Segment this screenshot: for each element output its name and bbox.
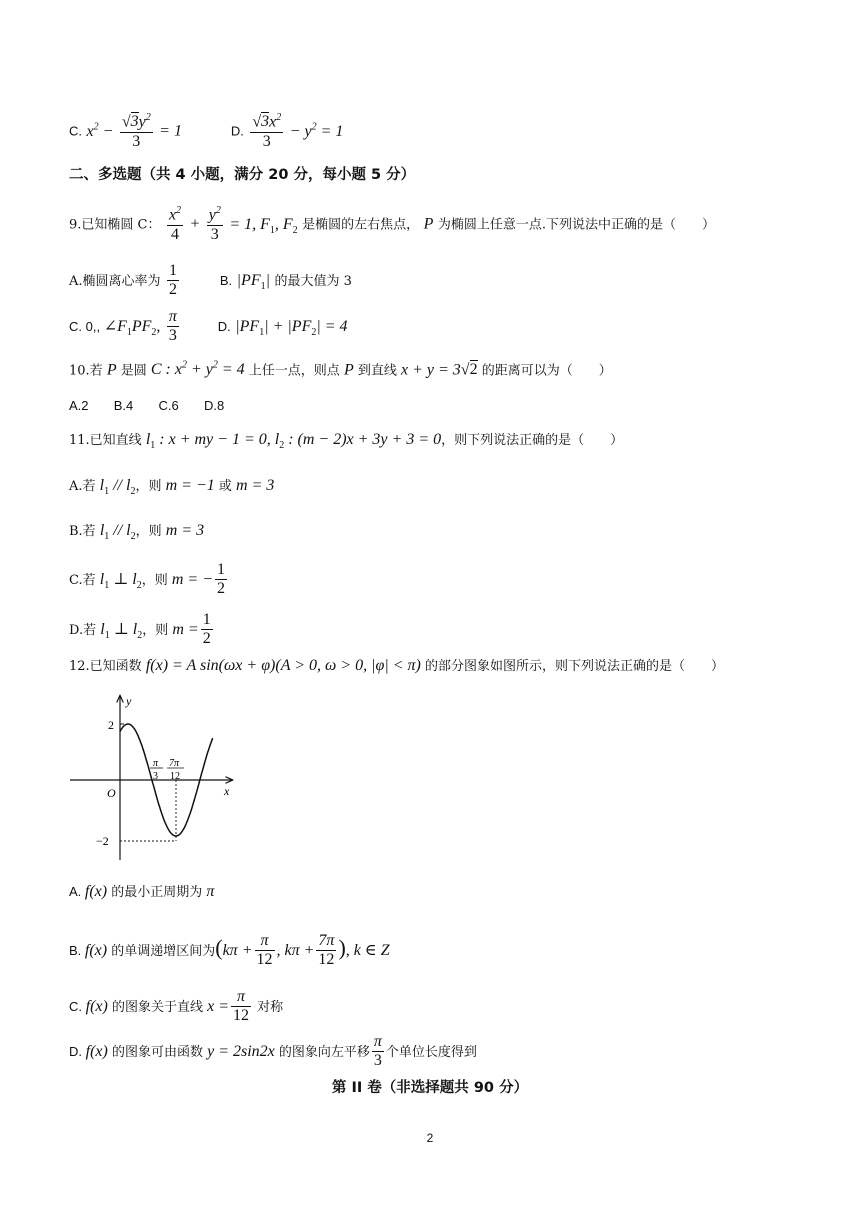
q9-stem: 9.已知椭圆 C： $\frac{x^2}{4}$ + $\frac{y^2}{3}$ = 1, $F_1$, $F_2$ 是椭圆的左右焦点， P 为椭圆上任意一点.下列说法中正确的是（ ） bbox=[69, 205, 715, 243]
q9-option-d: D. bbox=[217, 318, 231, 334]
q9-option-c: C. 0,, bbox=[69, 318, 104, 334]
tick-7pi-12-den: 12 bbox=[170, 771, 180, 782]
tick-7pi-12-num: 7π bbox=[169, 758, 180, 769]
x-axis-label: x bbox=[224, 784, 230, 798]
q10-option-d: D.8 bbox=[204, 398, 225, 413]
q12-stem: 12.已知函数 f(x) = A sin(ωx + φ)(A > 0, ω > 0, |φ| < π) 的部分图象如图所示，则下列说法正确的是（ ） bbox=[69, 657, 725, 674]
q12-option-d: D. f(x) 的图象可由函数 y = 2sin2x 的图象向左平移 $\frac{\pi}{3}$ 个单位长度得到 bbox=[69, 1033, 477, 1070]
q9-options-cd: C. 0,, $\angle F_1PF_2$, $\frac{\pi}{3}$ D. $|PF_1| + |PF_2| = 4$ bbox=[69, 308, 348, 345]
tick-pi-3-den: 3 bbox=[153, 771, 158, 782]
q10-option-c: C.6 bbox=[158, 398, 179, 413]
q8-option-c: C. $x^2$ − $\frac{√3y^2}{3}$ = 1 D. $\frac{√3x^2}{3}$ − $y^2 = 1$ bbox=[69, 112, 344, 150]
part2-heading: 第 II 卷（非选择题共 90 分） bbox=[331, 1080, 529, 1096]
y-axis-label: y bbox=[126, 694, 132, 708]
q10-options bbox=[69, 399, 224, 412]
q9-option-b: B. bbox=[219, 272, 233, 288]
origin-label: O bbox=[107, 786, 116, 800]
tick-pi-3-num: π bbox=[153, 758, 159, 769]
q8-option-d: D. bbox=[230, 123, 244, 139]
q11-option-b: B.若 $l_1 // l_2$，则 m = 3 bbox=[69, 522, 205, 543]
q12-function-graph bbox=[60, 690, 250, 870]
q11-option-c: C.若 $l_1$ ⊥ $l_2$，则 m = − $\frac{1}{2}$ bbox=[69, 561, 225, 598]
q10-option-a: A.2 bbox=[69, 398, 89, 413]
q11-option-a: A.若 $l_1 // l_2$，则 m = −1 或 m = 3 bbox=[69, 477, 275, 498]
y-min-label: −2 bbox=[96, 834, 109, 848]
q9-options-ab: A.椭圆离心率为 $\frac{1}{2}$ B. $|PF_1|$ 的最大值为 3 bbox=[69, 262, 352, 299]
q9-option-a: A.椭圆离心率为 bbox=[69, 273, 161, 289]
q12-option-c: C. f(x) 的图象关于直线 x = $\frac{\pi}{12}$ 对称 bbox=[69, 988, 284, 1025]
section2-heading: 二、多选题（共 4 小题，满分 20 分，每小题 5 分） bbox=[69, 167, 416, 183]
y-max-label: 2 bbox=[108, 718, 114, 732]
q12-option-a: A. f(x) 的最小正周期为 π bbox=[69, 883, 215, 900]
page-number: 2 bbox=[426, 1131, 434, 1145]
q11-option-d: D.若 $l_1$ ⊥ $l_2$，则 m = $\frac{1}{2}$ bbox=[69, 611, 211, 648]
q10-stem: 10.若 P 是圆 C : $x^2 + y^2 = 4$ 上任一点，则点 P 到直线 x + y = 3√2 的距离可以为（ ） bbox=[69, 360, 612, 379]
q11-stem: 11.已知直线 $l_1$ : x + my − 1 = 0, $l_2$ : (m − 2)x + 3y + 3 = 0，则下列说法正确的是（ ） bbox=[69, 431, 624, 452]
q10-option-b: B.4 bbox=[113, 398, 134, 413]
q12-option-b: B. f(x) 的单调递增区间为(kπ + $\frac{\pi}{12}$ , kπ + $\frac{7\pi}{12}$ ), k ∈ Z bbox=[69, 932, 390, 969]
